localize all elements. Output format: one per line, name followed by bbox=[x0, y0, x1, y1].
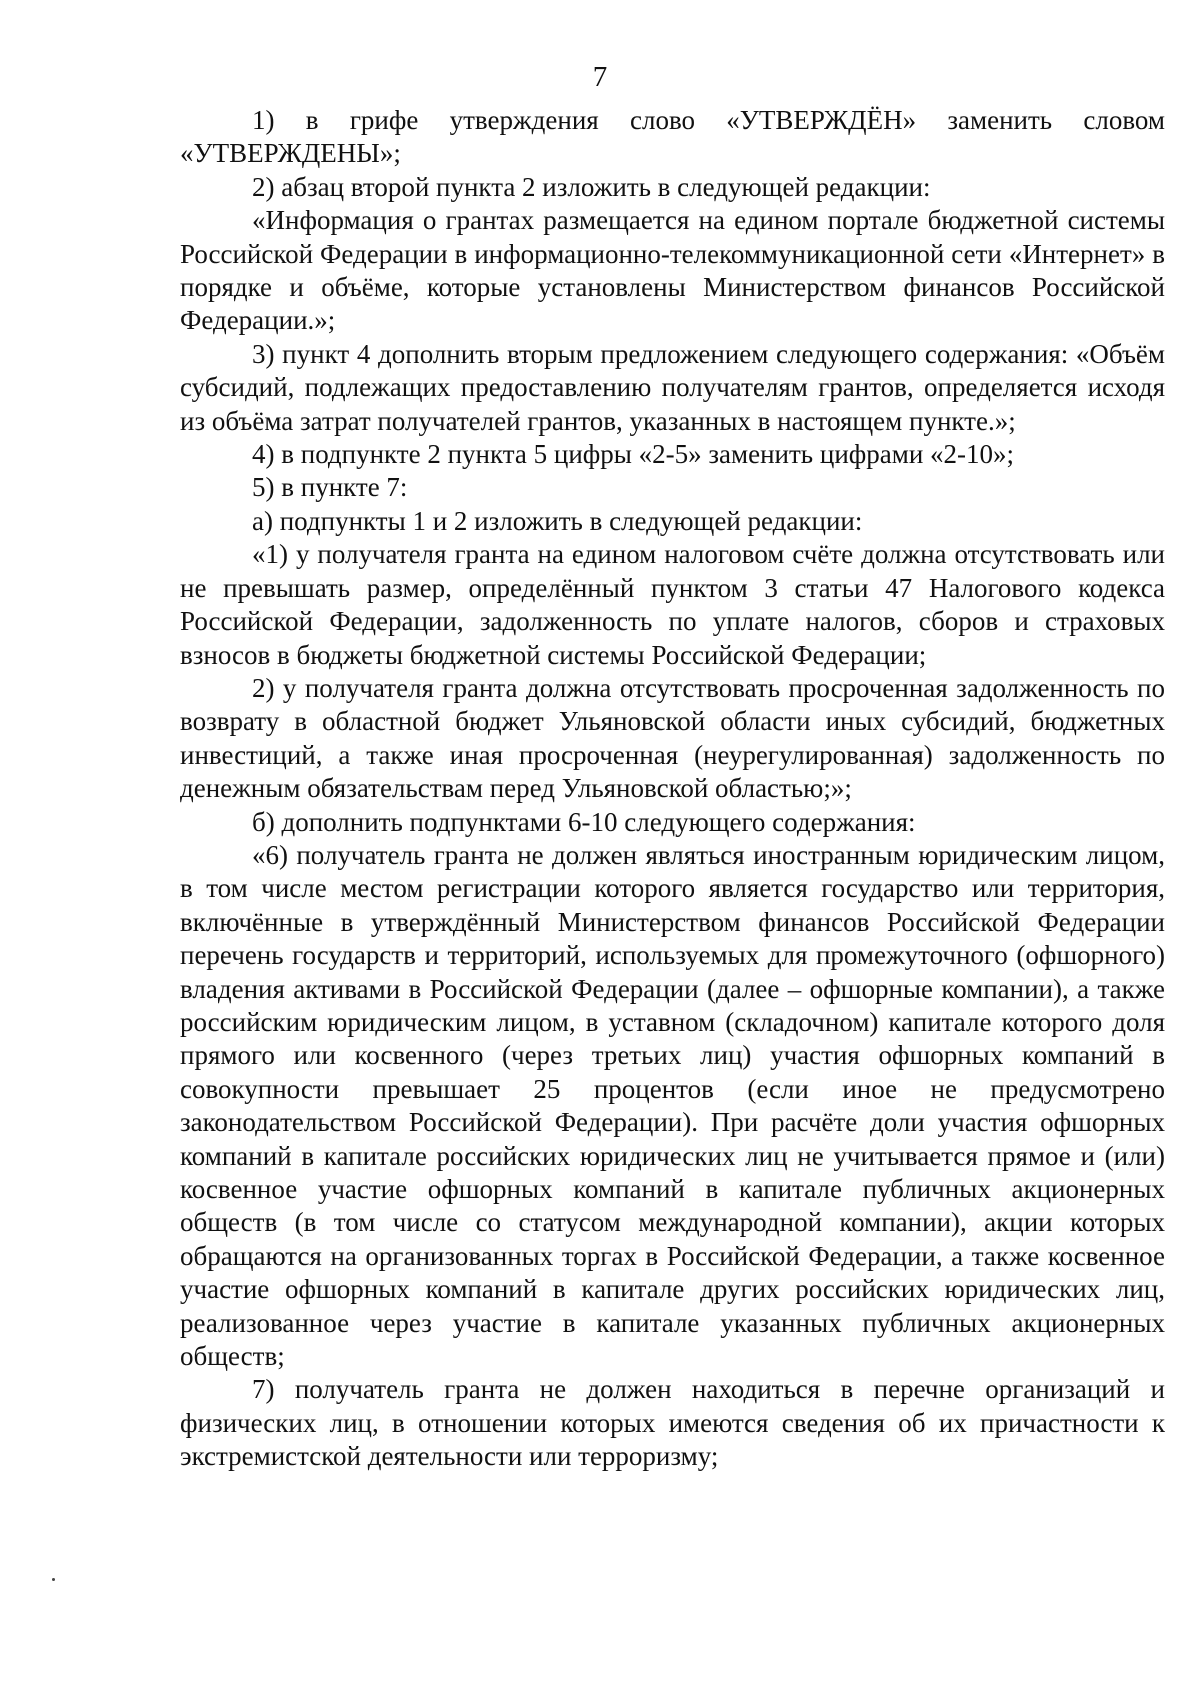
paragraph-quote-7: 7) получатель гранта не должен находиться в перечне организаций и физических лиц, в отношении которых имеются сведения об их причастности к экстремистской деятельности или терроризму; bbox=[180, 1374, 1165, 1472]
paragraph-subitem-a: а) подпункты 1 и 2 изложить в следующей редакции: bbox=[252, 505, 863, 536]
paragraph-item-4: 4) в подпункте 2 пункта 5 цифры «2-5» заменить цифрами «2-10»; bbox=[252, 439, 1015, 470]
paragraph-item-1: 1) в грифе утверждения слово «УТВЕРЖДЁН» заменить словом «УТВЕРЖДЕНЫ»; bbox=[180, 105, 1165, 169]
paragraph-quote-6: «6) получатель гранта не должен являться иностранным юридическим лицом, в том числе местом регистрации которого является государство или территория, включённые в утверждённый Министерством финансов Российской Федерации перечень государств и территорий, используемых для промежуточного (офшорного) владения активами в Российской Федерации (далее – офшорные компании), а также российским юридическим лицом, в уставном (складочном) капитале которого доля прямого или косвенного (через третьих лиц) участия офшорных компаний в совокупности превышает 25 процентов (если иное не предусмотрено законодательством Российской Федерации). При расчёте доли участия офшорных компаний в капитале российских юридических лиц не учитывается прямое и (или) косвенное участие офшорных компаний в капитале публичных акционерных обществ (в том числе со статусом международной компании), акции которых обращаются на организованных торгах в Российской Федерации, а также косвенное участие офшорных компаний в капитале других российских юридических лиц, реализованное через участие в капитале указанных публичных акционерных обществ; bbox=[180, 839, 1165, 1372]
paragraph-quote-2: 2) у получателя гранта должна отсутствовать просроченная задолженность по возврату в областной бюджет Ульяновской области иных субсидий, бюджетных инвестиций, а также иная просроченная (неурегулированная) задолженность по денежным обязательствам перед Ульяновской областью;»; bbox=[180, 672, 1165, 804]
page-number: 7 bbox=[592, 61, 608, 93]
document-body bbox=[180, 104, 1165, 1474]
paragraph-item-3: 3) пункт 4 дополнить вторым предложением следующего содержания: «Объём субсидий, подлежащих предоставлению получателям грантов, определяется исходя из объёма затрат получателей грантов, указанных в настоящем пункте.»; bbox=[180, 338, 1165, 436]
paragraph-subitem-b: б) дополнить подпунктами 6-10 следующего содержания: bbox=[252, 806, 916, 837]
paragraph-item-5: 5) в пункте 7: bbox=[252, 472, 408, 503]
paragraph-quote-information: «Информация о грантах размещается на едином портале бюджетной системы Российской Федерации в информационно-телекоммуникационной сети «Интернет» в порядке и объёме, которые установлены Министерством финансов Российской Федерации.»; bbox=[180, 205, 1165, 336]
scan-speck bbox=[52, 1578, 55, 1581]
paragraph-item-2: 2) абзац второй пункта 2 изложить в следующей редакции: bbox=[252, 171, 931, 202]
paragraph-quote-1: «1) у получателя гранта на едином налоговом счёте должна отсутствовать или не превышать размер, определённый пунктом 3 статьи 47 Налогового кодекса Российской Федерации, задолженность по уплате налогов, сборов и страховых взносов в бюджеты бюджетной системы Российской Федерации; bbox=[180, 539, 1165, 670]
